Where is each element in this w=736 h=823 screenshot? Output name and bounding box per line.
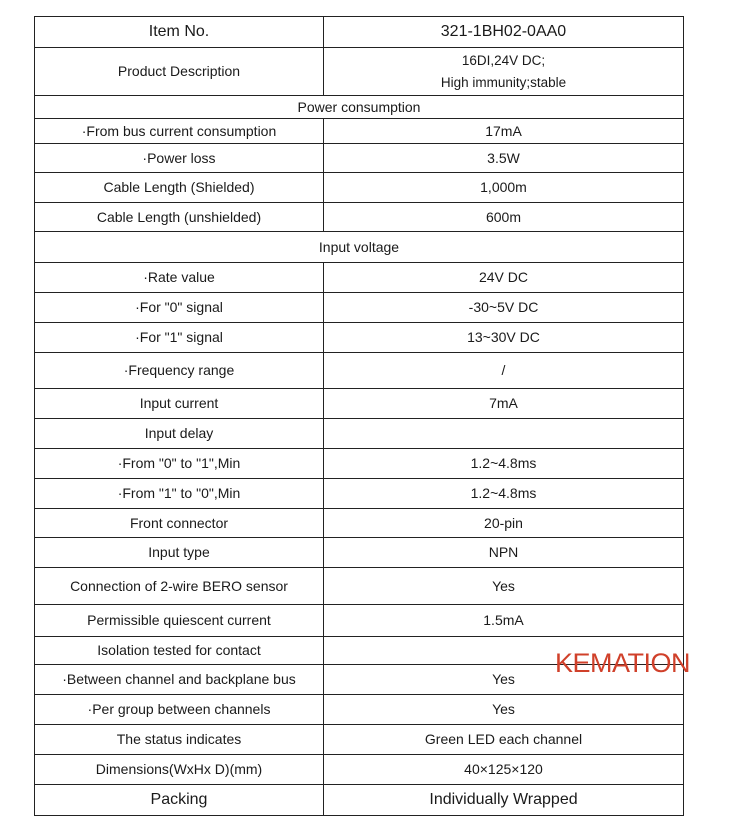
row-value bbox=[324, 419, 684, 449]
row-value: Yes bbox=[324, 695, 684, 725]
section-row bbox=[35, 96, 684, 119]
row-label: Front connector bbox=[35, 509, 324, 538]
spec-table bbox=[34, 16, 684, 816]
row-label: ·Frequency range bbox=[35, 353, 324, 389]
section-input-voltage: Input voltage bbox=[35, 232, 684, 263]
table-row bbox=[35, 144, 684, 173]
kemation-watermark: KEMATION bbox=[555, 648, 691, 678]
description-row bbox=[35, 48, 684, 96]
table-row bbox=[35, 203, 684, 232]
table-row bbox=[35, 419, 684, 449]
row-value: Green LED each channel bbox=[324, 725, 684, 755]
row-value: 1.2~4.8ms bbox=[324, 449, 684, 479]
packing-value: Individually Wrapped bbox=[324, 785, 684, 816]
row-label: ·From bus current consumption bbox=[35, 119, 324, 144]
item-no-row bbox=[35, 17, 684, 48]
table-row bbox=[35, 755, 684, 785]
row-label: ·For "1" signal bbox=[35, 323, 324, 353]
table-row bbox=[35, 353, 684, 389]
row-label: ·For "0" signal bbox=[35, 293, 324, 323]
row-value: NPN bbox=[324, 538, 684, 568]
table-row bbox=[35, 538, 684, 568]
table-row bbox=[35, 389, 684, 419]
row-label: Cable Length (Shielded) bbox=[35, 173, 324, 203]
table-row bbox=[35, 323, 684, 353]
description-value bbox=[324, 48, 684, 96]
row-value: 1,000m bbox=[324, 173, 684, 203]
row-label: Cable Length (unshielded) bbox=[35, 203, 324, 232]
row-value: 3.5W bbox=[324, 144, 684, 173]
table-row bbox=[35, 263, 684, 293]
row-label: Connection of 2-wire BERO sensor bbox=[35, 568, 324, 605]
row-label: ·Per group between channels bbox=[35, 695, 324, 725]
table-row bbox=[35, 119, 684, 144]
section-power-consumption: Power consumption bbox=[35, 96, 684, 119]
table-row bbox=[35, 173, 684, 203]
description-line: 16DI,24V DC; bbox=[461, 52, 546, 68]
section-row bbox=[35, 232, 684, 263]
row-label: Input type bbox=[35, 538, 324, 568]
table-row bbox=[35, 568, 684, 605]
table-row bbox=[35, 605, 684, 637]
description-line: High immunity;stable bbox=[440, 74, 567, 90]
row-label: Dimensions(WxHx D)(mm) bbox=[35, 755, 324, 785]
row-label: Input delay bbox=[35, 419, 324, 449]
row-label: Isolation tested for contact bbox=[35, 637, 324, 665]
table-row bbox=[35, 449, 684, 479]
row-label: Input current bbox=[35, 389, 324, 419]
table-row bbox=[35, 509, 684, 538]
table-row bbox=[35, 479, 684, 509]
row-value: 20-pin bbox=[324, 509, 684, 538]
row-label: ·Rate value bbox=[35, 263, 324, 293]
row-value: 24V DC bbox=[324, 263, 684, 293]
row-label: The status indicates bbox=[35, 725, 324, 755]
row-value: 7mA bbox=[324, 389, 684, 419]
table-row bbox=[35, 293, 684, 323]
row-value: Yes bbox=[324, 568, 684, 605]
description-label: Product Description bbox=[35, 48, 324, 96]
item-no-label: Item No. bbox=[35, 17, 324, 48]
packing-label: Packing bbox=[35, 785, 324, 816]
row-value: 1.2~4.8ms bbox=[324, 479, 684, 509]
row-value: 40×125×120 bbox=[324, 755, 684, 785]
row-label: ·From "0" to "1",Min bbox=[35, 449, 324, 479]
row-label: ·Between channel and backplane bus bbox=[35, 665, 324, 695]
row-value: 1.5mA bbox=[324, 605, 684, 637]
row-value: 17mA bbox=[324, 119, 684, 144]
table-row bbox=[35, 725, 684, 755]
row-value: / bbox=[324, 353, 684, 389]
row-value: 600m bbox=[324, 203, 684, 232]
row-label: ·From "1" to "0",Min bbox=[35, 479, 324, 509]
row-label: ·Power loss bbox=[35, 144, 324, 173]
row-label: Permissible quiescent current bbox=[35, 605, 324, 637]
packing-row bbox=[35, 785, 684, 816]
item-no-value: 321-1BH02-0AA0 bbox=[324, 17, 684, 48]
row-value: Yes bbox=[324, 665, 684, 695]
row-value: 13~30V DC bbox=[324, 323, 684, 353]
table-row bbox=[35, 695, 684, 725]
row-value: -30~5V DC bbox=[324, 293, 684, 323]
